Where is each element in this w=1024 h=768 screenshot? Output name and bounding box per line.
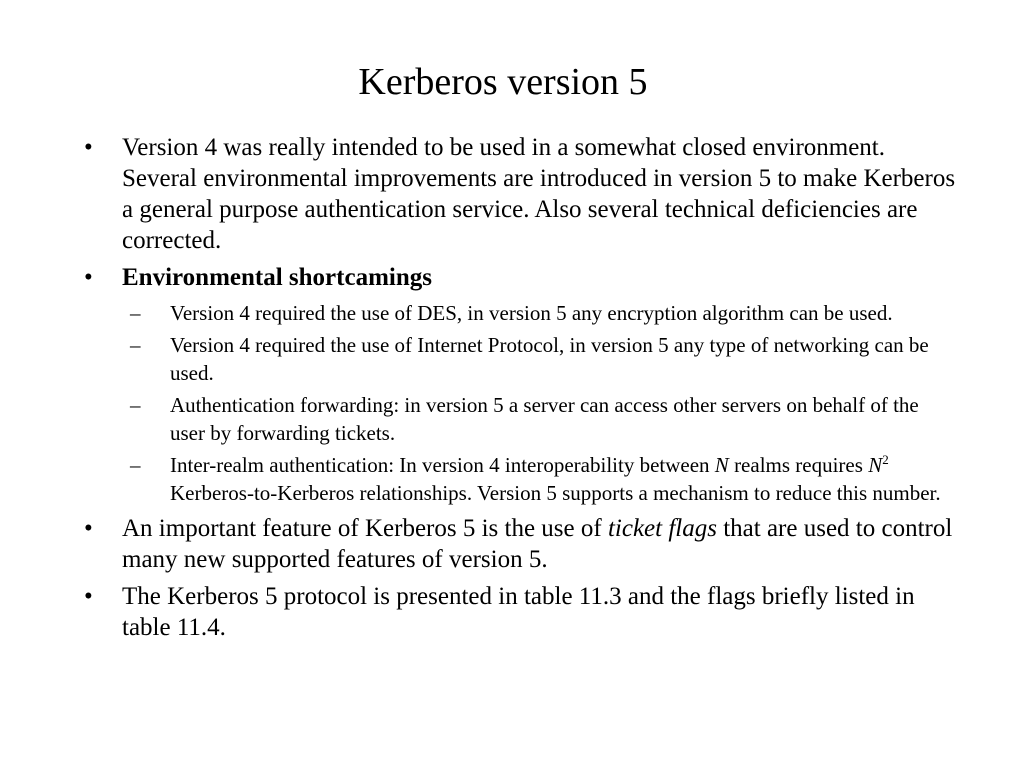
- text-run: that are used to control many new supported features of version 5.: [122, 515, 953, 573]
- sub-item-text: Version 4 required the use of DES, in version 5 any encryption algorithm can be used.: [170, 301, 893, 325]
- dash-marker: –: [130, 333, 141, 357]
- exponent: 2: [882, 452, 889, 467]
- bullet-item-protocol-tables: [76, 581, 956, 643]
- bullet-marker: •: [84, 264, 93, 291]
- bullet-text: Version 4 was really intended to be used in a somewhat closed environment. Several environmental improvements are introduced in version 5 to make Kerberos a general purpose authentication service. Also several technical deficiencies are corrected.: [122, 134, 956, 254]
- sub-item-text: [170, 453, 941, 505]
- bullet-text: The Kerberos 5 protocol is presented in table 11.3 and the flags briefly listed in table 11.4.: [122, 583, 915, 641]
- text-run: An important feature of Kerberos 5 is the use of: [122, 515, 608, 542]
- bullet-text: [122, 515, 952, 573]
- dash-marker: –: [130, 301, 141, 325]
- bullet-item-version4-intent: [76, 132, 956, 256]
- sub-item-authentication-forwarding: [128, 391, 956, 447]
- sub-item-networking: [128, 331, 956, 387]
- bullet-heading: Environmental shortcamings: [122, 264, 432, 291]
- sub-item-encryption: [128, 299, 956, 327]
- bullet-item-ticket-flags: [76, 513, 956, 575]
- sub-item-inter-realm: [128, 451, 956, 507]
- slide-title: Kerberos version 5: [358, 61, 648, 103]
- dash-marker: –: [130, 453, 141, 477]
- sub-item-text: Authentication forwarding: in version 5 a server can access other servers on behalf of the user by forwarding tickets.: [170, 393, 919, 445]
- bullet-marker: •: [84, 134, 93, 161]
- text-run: Inter-realm authentication: In version 4 interoperability between: [170, 453, 715, 477]
- emphasis-ticket-flags: ticket flags: [607, 515, 717, 542]
- text-run: realms requires: [728, 453, 869, 477]
- sub-bullet-list: [76, 299, 956, 507]
- variable-n: N: [714, 453, 729, 477]
- text-run: Kerberos-to-Kerberos relationships. Version 5 supports a mechanism to reduce this number.: [170, 481, 941, 505]
- slide-body: [76, 132, 956, 649]
- variable-n: N: [868, 453, 883, 477]
- dash-marker: –: [130, 393, 141, 417]
- bullet-marker: •: [84, 515, 93, 542]
- sub-item-text: Version 4 required the use of Internet Protocol, in version 5 any type of networking can be used.: [170, 333, 929, 385]
- bullet-marker: •: [84, 583, 93, 610]
- bullet-item-environmental-shortcomings: [76, 262, 956, 293]
